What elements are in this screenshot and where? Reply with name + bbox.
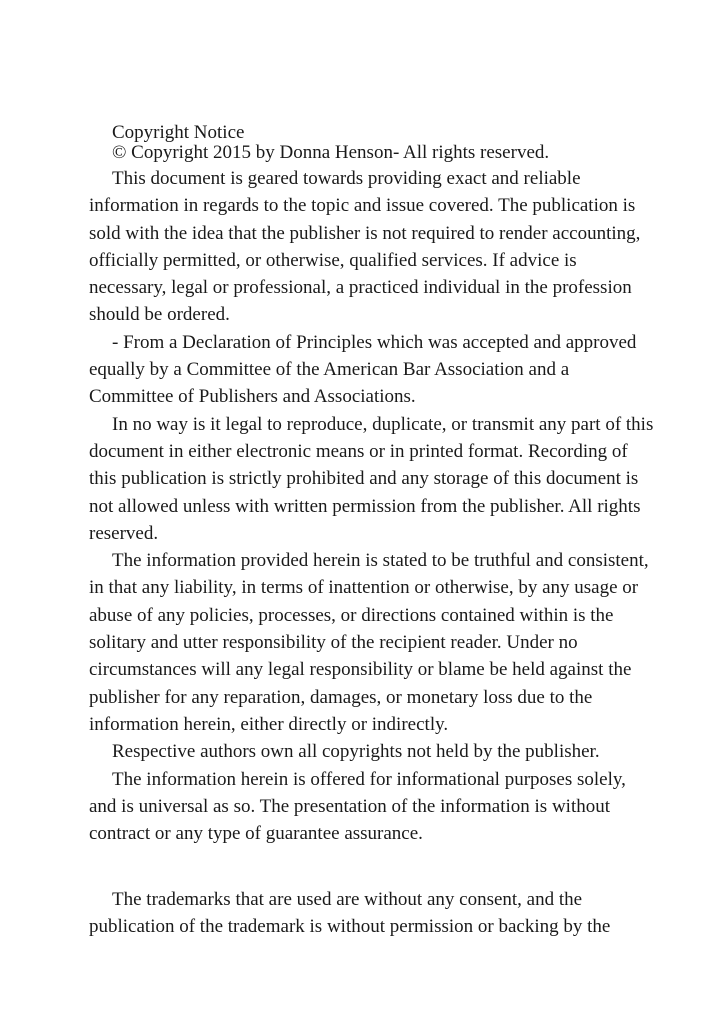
paragraph-line: The information provided herein is stated to be truthful and consistent, — [112, 550, 649, 572]
trailing-text — [89, 886, 641, 941]
paragraph-line: - From a Declaration of Principles which was accepted and approved — [112, 331, 637, 353]
paragraph-line: in that any liability, in terms of inattention or otherwise, by any usage or — [89, 577, 639, 599]
paragraph-line: publisher for any reparation, damages, or monetary loss due to the — [89, 686, 593, 708]
body-text — [89, 165, 654, 847]
paragraph-line: Respective authors own all copyrights not held by the publisher. — [112, 741, 600, 763]
paragraph-line: This document is geared towards providing exact and reliable — [112, 168, 581, 189]
paragraph-line: In no way is it legal to reproduce, duplicate, or transmit any part of this — [112, 413, 654, 435]
paragraph-line: necessary, legal or professional, a practiced individual in the profession — [89, 277, 632, 299]
paragraph-line: should be ordered. — [89, 304, 230, 326]
heading-copyright: © Copyright 2015 by Donna Henson- All rights reserved. — [112, 142, 550, 163]
paragraph-line: information herein, either directly or indirectly. — [89, 713, 449, 735]
paragraph-line: document in either electronic means or in printed format. Recording of — [89, 440, 628, 462]
paragraph-line: publication of the trademark is without permission or backing by the — [89, 916, 611, 938]
paragraph-line: solitary and utter responsibility of the recipient reader. Under no — [89, 632, 578, 654]
paragraph-line: Committee of Publishers and Associations. — [89, 386, 416, 408]
paragraph-line: equally by a Committee of the American Bar Association and a — [89, 359, 570, 381]
paragraph-line: The information herein is offered for informational purposes solely, — [112, 768, 626, 790]
paragraph-line: sold with the idea that the publisher is not required to render accounting, — [89, 222, 641, 244]
paragraph-line: contract or any type of guarantee assurance. — [89, 823, 423, 845]
paragraph-line: abuse of any policies, processes, or directions contained within is the — [89, 604, 614, 626]
paragraph-line: this publication is strictly prohibited and any storage of this document is — [89, 468, 639, 490]
paragraph-line: not allowed unless with written permission from the publisher. All rights — [89, 495, 641, 517]
paragraph-line: officially permitted, or otherwise, qualified services. If advice is — [89, 249, 577, 271]
paragraph-line: reserved. — [89, 522, 159, 544]
paragraph-line: The trademarks that are used are without any consent, and the — [112, 889, 583, 910]
heading-title: Copyright Notice — [112, 122, 245, 143]
paragraph-line: information in regards to the topic and issue covered. The publication is — [89, 195, 636, 217]
paragraph-line: circumstances will any legal responsibility or blame be held against the — [89, 659, 632, 681]
paragraph-line: and is universal as so. The presentation of the information is without — [89, 795, 610, 817]
